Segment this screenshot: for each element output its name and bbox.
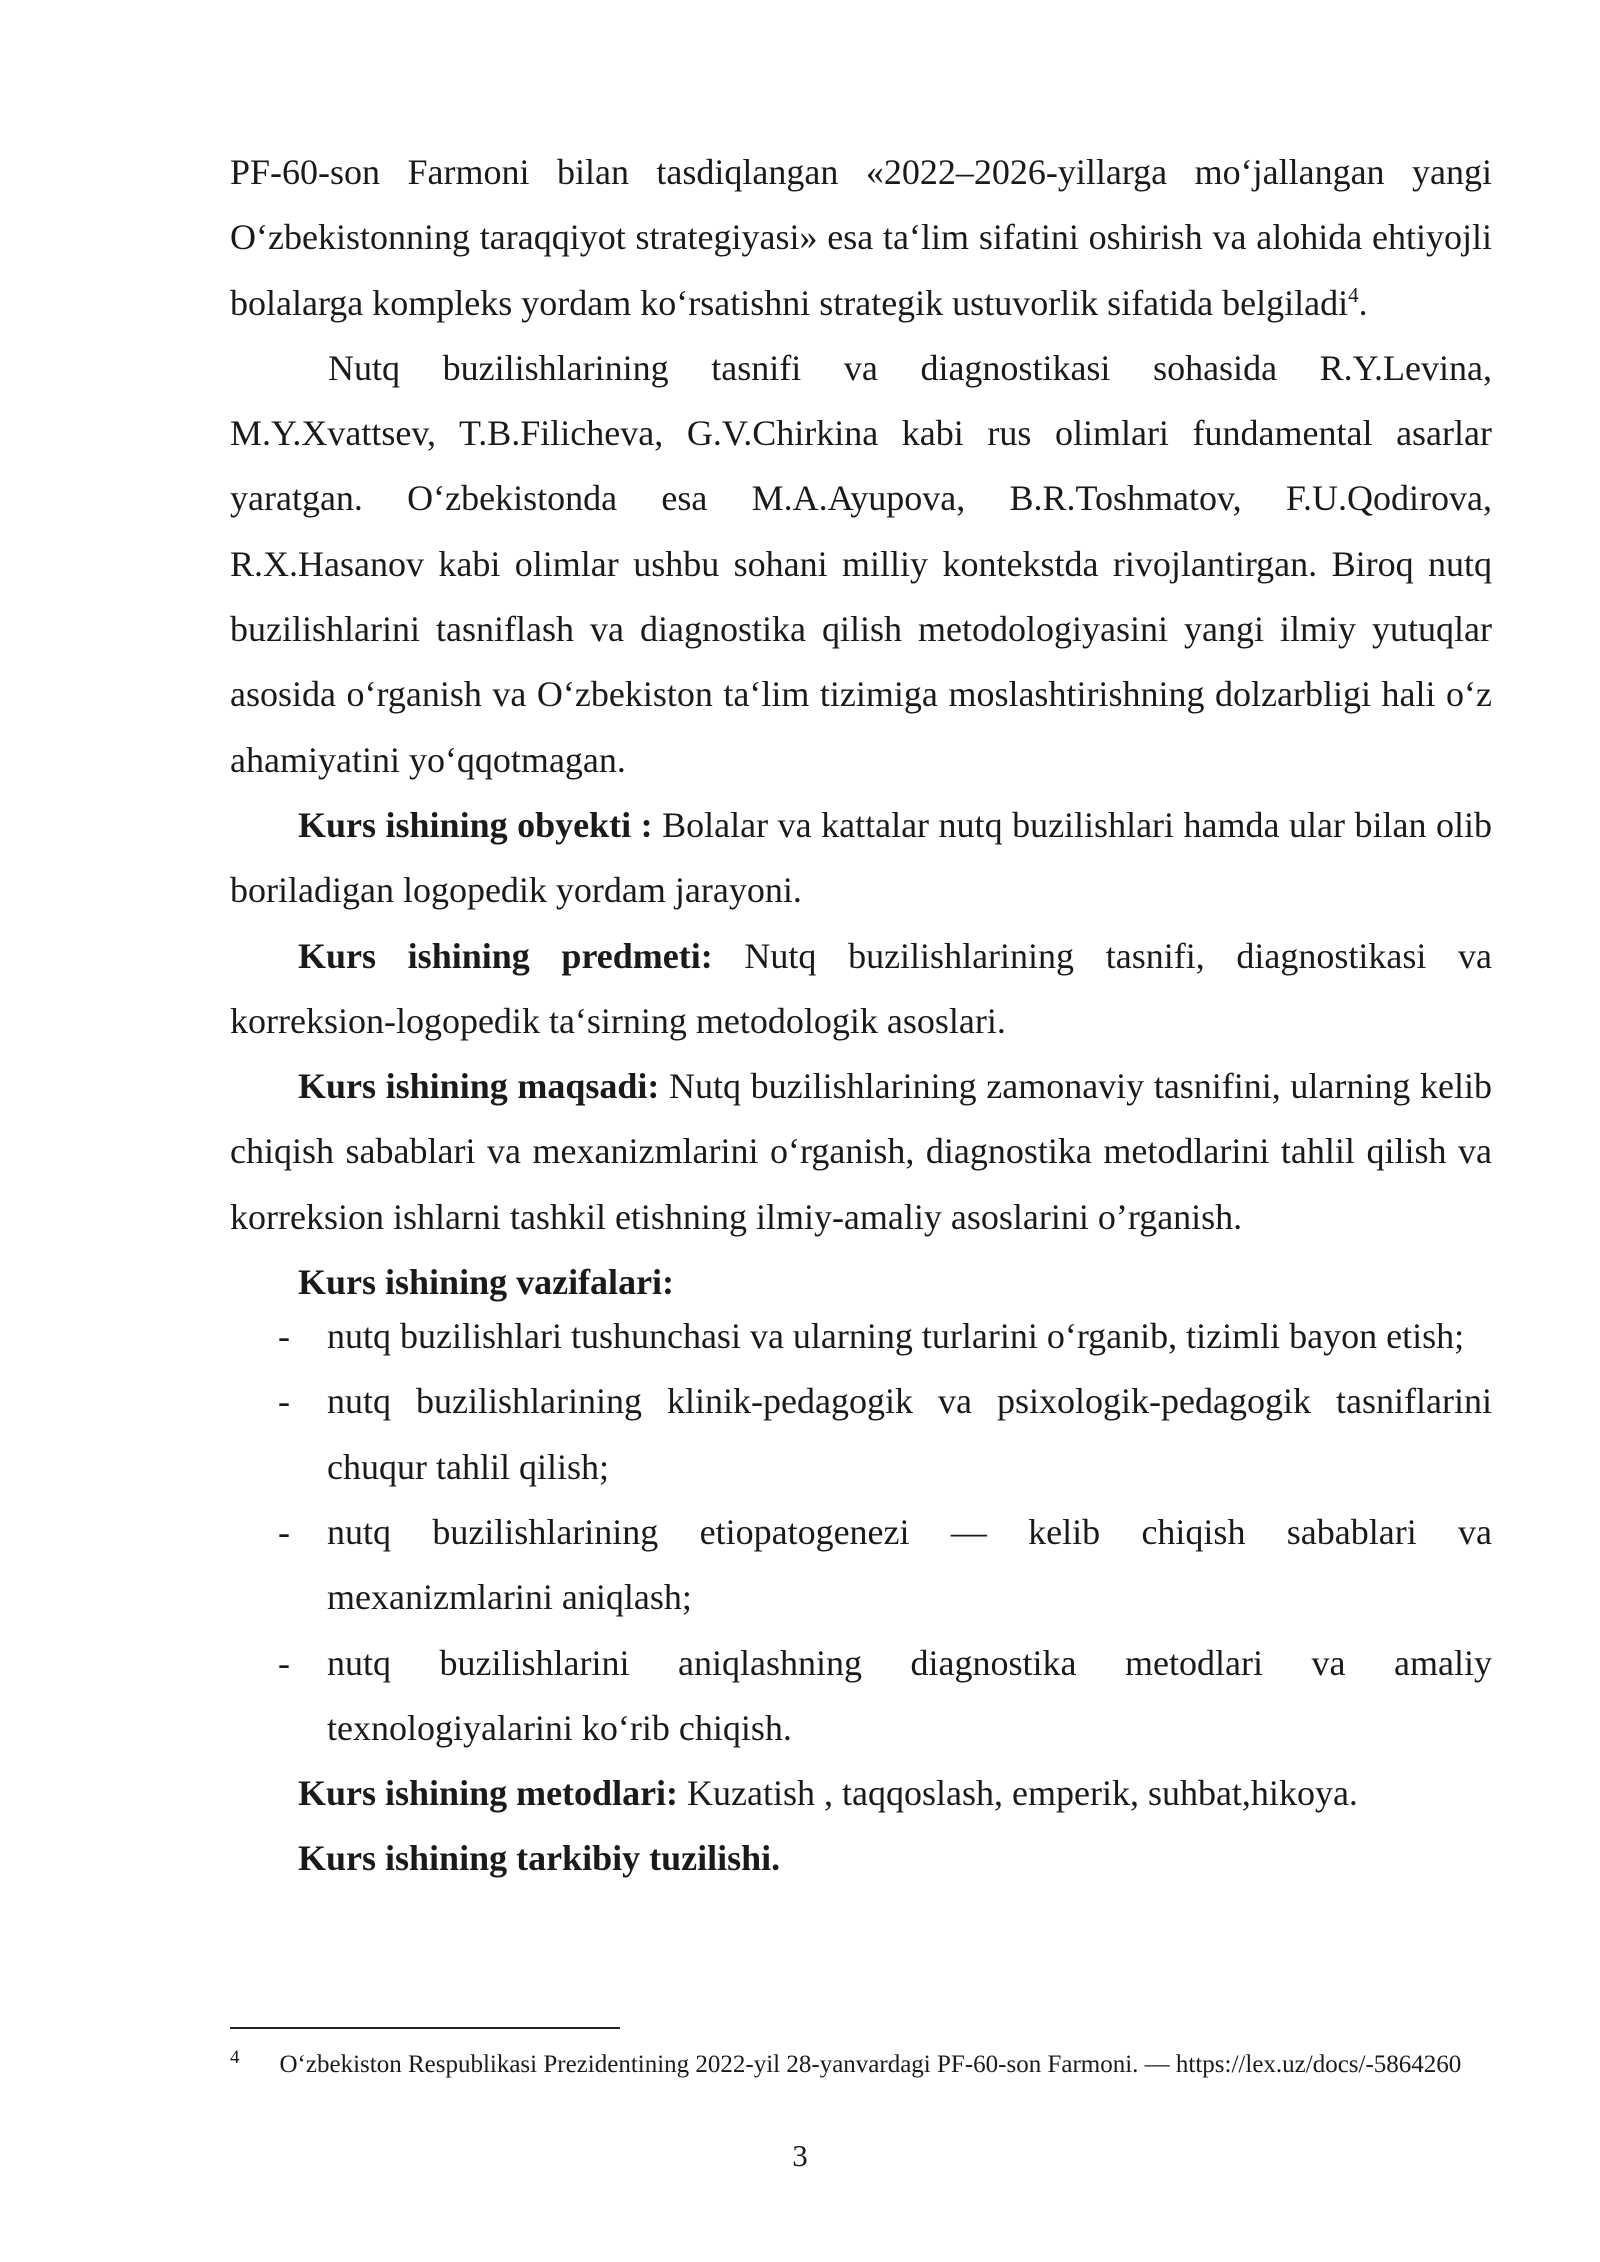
footnote-text: O‘zbekiston Respublikasi Prezidentining 2022-yil 28-yanvardagi PF-60-son Farmoni. — https://lex.uz/docs/-5864260 [279, 2051, 1462, 2078]
section-structure [230, 1826, 1492, 1891]
bullet-dash: - [278, 1316, 290, 1357]
footnote [230, 2048, 1492, 2082]
footnote-separator [230, 2027, 620, 2029]
section-label: Kurs ishining vazifalari: [298, 1262, 675, 1303]
list-item [230, 1304, 1492, 1369]
paragraph-text: PF-60-son Farmoni bilan tasdiqlangan «2022–2026-yillarga mo‘jallangan yangi O‘zbekistonning taraqqiyot strategiyasi» esa ta‘lim sifatini oshirish va alohida ehtiyojli bolalarga kompleks yordam ko‘rsatishni strategik ustuvorlik sifatida belgiladi [230, 152, 1492, 323]
section-tasks-heading [230, 1260, 1492, 1304]
tasks-list [230, 1304, 1492, 1761]
list-item [230, 1500, 1492, 1631]
list-item [230, 1369, 1492, 1500]
list-item-text: nutq buzilishlari tushunchasi va ularning turlarini o‘rganib, tizimli bayon etish; [327, 1316, 1465, 1357]
paragraph-scholars: Nutq buzilishlarining tasnifi va diagnostikasi sohasida R.Y.Levina, M.Y.Xvattsev, T.B.Filicheva, G.V.Chirkina kabi rus olimlari fundamental asarlar yaratgan. O‘zbekistonda esa M.A.Ayupova, B.R.Toshmatov, F.U.Qodirova, R.X.Hasanov kabi olimlar ushbu sohani milliy kontekstda rivojlantirgan. Biroq nutq buzilishlarini tasniflash va diagnostika qilish metodologiyasini yangi ilmiy yutuqlar asosida o‘rganish va O‘zbekiston ta‘lim tizimiga moslashtirishning dolzarbligi hali o‘z ahamiyatini yo‘qqotmagan. [230, 347, 1492, 780]
list-item-text: nutq buzilishlarini aniqlashning diagnostika metodlari va amaliy texnologiyalarini ko‘rib chiqish. [327, 1642, 1492, 1748]
page-number: 3 [792, 2138, 808, 2173]
footnote-reference[interactable]: 4 [1348, 282, 1359, 307]
section-text: Kuzatish , taqqoslash, emperik, suhbat,hikoya. [678, 1773, 1358, 1814]
section-text: Nutq buzilishlarining zamonaviy tasnifini, ularning kelib chiqish sabablari va mexanizmlarini o‘rganish, diagnostika metodlarini tahlil qilish va korreksion ishlarni tashkil etishning ilmiy-amaliy asoslarini o’rganish. [230, 1066, 1493, 1237]
list-item-text: nutq buzilishlarining klinik-pedagogik va psixologik-pedagogik tasniflarini chuqur tahlil qilish; [327, 1381, 1492, 1487]
page-body [230, 140, 1492, 1892]
section-object [230, 793, 1492, 924]
paragraph-period: . [1358, 282, 1368, 323]
bullet-dash: - [278, 1642, 290, 1683]
section-label: Kurs ishining metodlari: [298, 1773, 679, 1814]
footnote-number: 4 [230, 2046, 240, 2068]
section-text: Bolalar va kattalar nutq buzilishlari hamda ular bilan olib boriladigan logopedik yordam jarayoni. [230, 804, 1493, 911]
section-label: Kurs ishining obyekti : [298, 804, 653, 845]
section-goal [230, 1054, 1492, 1250]
section-subject [230, 924, 1492, 1055]
paragraph-strategy [230, 140, 1492, 336]
section-label: Kurs ishining predmeti: [298, 935, 713, 976]
section-text: Nutq buzilishlarining tasnifi, diagnostikasi va korreksion-logopedik ta‘sirning metodologik asoslari. [230, 935, 1492, 1041]
section-label: Kurs ishining maqsadi: [298, 1066, 660, 1107]
list-item [230, 1631, 1492, 1762]
bullet-dash: - [278, 1511, 290, 1552]
bullet-dash: - [278, 1381, 290, 1422]
list-item-text: nutq buzilishlarining etiopatogenezi — kelib chiqish sabablari va mexanizmlarini aniqlash; [327, 1511, 1492, 1618]
section-methods [230, 1761, 1492, 1826]
section-label: Kurs ishining tarkibiy tuzilishi. [298, 1838, 781, 1879]
